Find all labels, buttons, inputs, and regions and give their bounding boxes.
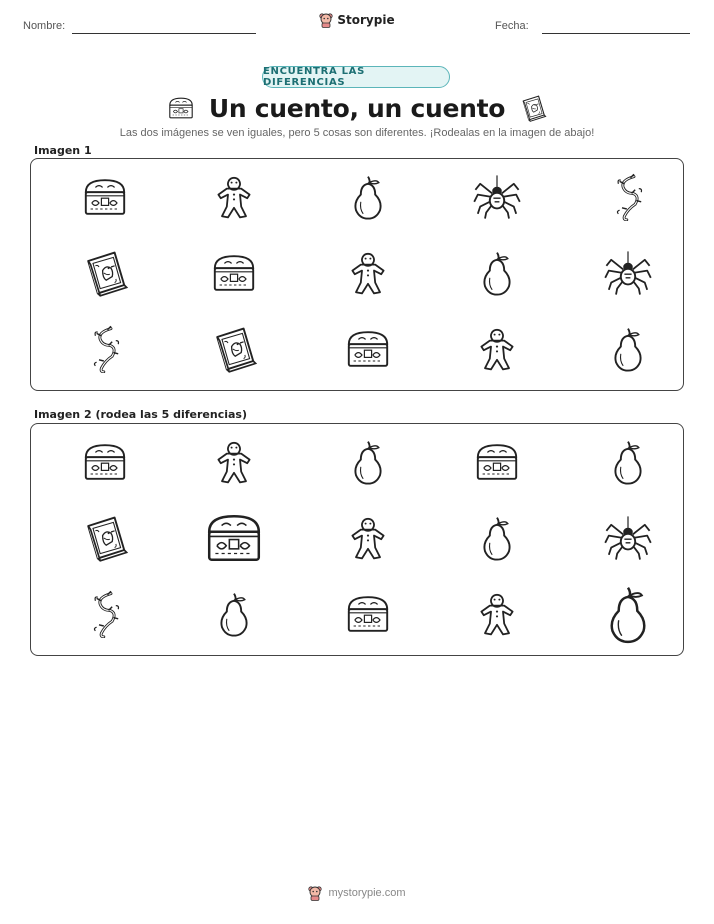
brand-logo xyxy=(0,12,714,28)
date-label: Fecha: xyxy=(495,20,529,32)
brand-name: Storypie xyxy=(337,13,395,27)
gingerbread-icon xyxy=(210,173,258,221)
chest-icon[interactable] xyxy=(203,507,265,569)
gingerbread-icon xyxy=(473,325,521,373)
bear-mascot-icon xyxy=(319,12,333,28)
chest-icon xyxy=(210,249,258,297)
pear-icon xyxy=(344,173,392,221)
pear-icon[interactable] xyxy=(473,514,521,562)
footer-url[interactable]: mystorypie.com xyxy=(328,887,406,899)
spider-icon xyxy=(473,173,521,221)
book-icon xyxy=(210,325,258,373)
spider-icon xyxy=(604,249,652,297)
gingerbread-icon[interactable] xyxy=(344,514,392,562)
spider-icon[interactable] xyxy=(604,514,652,562)
page-title: Un cuento, un cuento xyxy=(208,93,506,123)
activity-badge: ENCUENTRA LAS DIFERENCIAS xyxy=(262,66,450,88)
chest-icon[interactable] xyxy=(81,438,129,486)
vine-icon[interactable] xyxy=(81,590,129,638)
book-icon xyxy=(519,94,547,122)
pear-icon xyxy=(604,325,652,373)
book-icon xyxy=(81,249,129,297)
pear-icon[interactable] xyxy=(604,438,652,486)
chest-icon xyxy=(81,173,129,221)
title-row xyxy=(0,91,714,125)
panel-2-label: Imagen 2 (rodea las 5 diferencias) xyxy=(34,408,248,421)
chest-icon[interactable] xyxy=(344,590,392,638)
gingerbread-icon[interactable] xyxy=(210,438,258,486)
pear-icon[interactable] xyxy=(210,590,258,638)
footer xyxy=(0,885,714,901)
chest-icon[interactable] xyxy=(473,438,521,486)
panel-1-label: Imagen 1 xyxy=(34,144,92,157)
vine-icon xyxy=(604,173,652,221)
book-icon[interactable] xyxy=(81,514,129,562)
bear-mascot-icon xyxy=(308,885,322,901)
date-line[interactable] xyxy=(542,33,690,34)
pear-icon[interactable] xyxy=(344,438,392,486)
vine-icon xyxy=(81,325,129,373)
pear-icon[interactable] xyxy=(597,583,659,645)
image-2-panel[interactable] xyxy=(30,423,684,656)
pear-icon xyxy=(473,249,521,297)
instructions: Las dos imágenes se ven iguales, pero 5 cosas son diferentes. ¡Rodealas en la imagen de abajo! xyxy=(119,127,595,139)
image-1-panel xyxy=(30,158,684,391)
chest-icon xyxy=(167,94,195,122)
name-label: Nombre: xyxy=(23,20,66,32)
gingerbread-icon xyxy=(344,249,392,297)
chest-icon xyxy=(344,325,392,373)
name-line[interactable] xyxy=(72,33,256,34)
gingerbread-icon[interactable] xyxy=(473,590,521,638)
